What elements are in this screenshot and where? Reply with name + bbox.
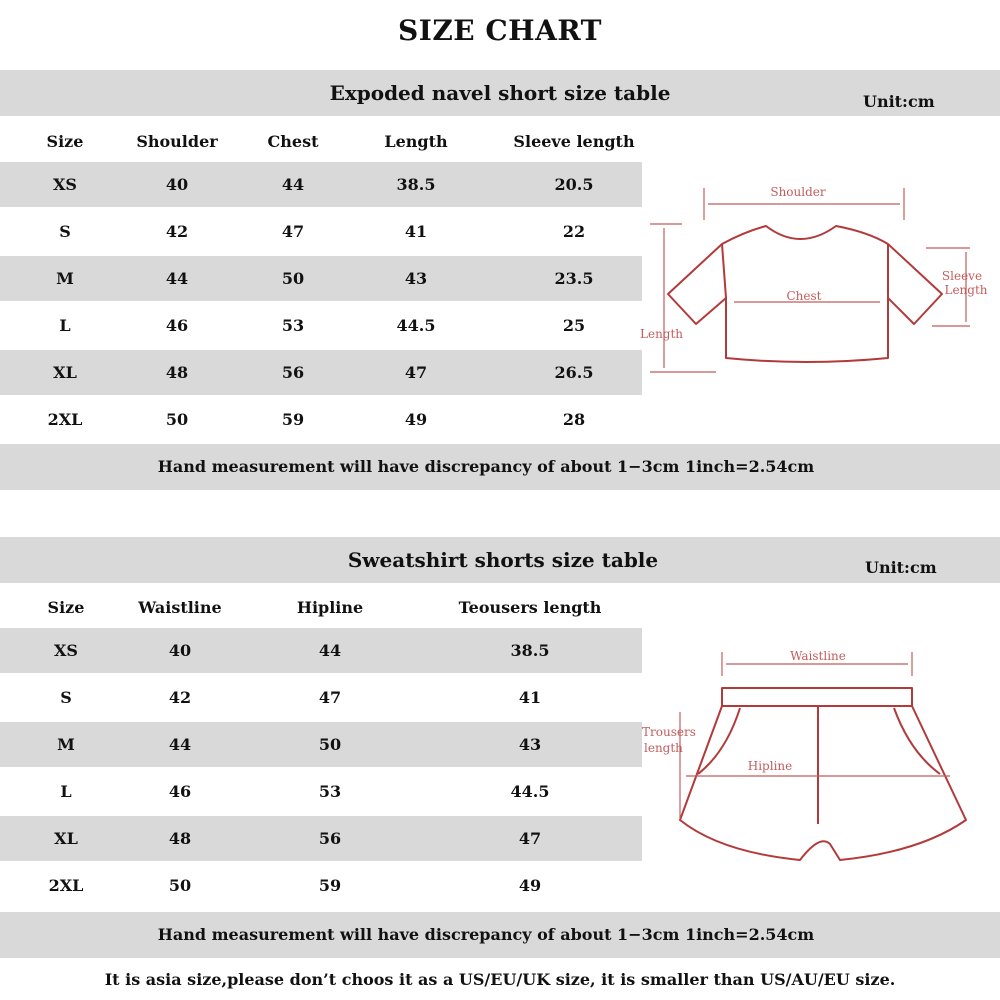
size-cell: XL	[54, 829, 78, 848]
table-cell: 44.5	[510, 782, 550, 801]
table-cell: 43	[404, 269, 428, 288]
table-cell: 49	[404, 410, 428, 429]
table-cell: 25	[562, 316, 586, 335]
left-armhole-line	[722, 244, 726, 298]
sleeve-label-line1: Sleeve	[941, 269, 983, 283]
size-cell: 2XL	[48, 876, 84, 895]
table-cell: 44	[318, 641, 342, 660]
table-cell: 40	[168, 641, 192, 660]
table-cell: 46	[165, 316, 189, 335]
sleeve-label-line2: Length	[944, 283, 988, 297]
bottom-table-column-header: Waistline	[138, 598, 222, 617]
top-table-heading: Expoded navel short size table	[329, 81, 671, 105]
shoulder-label: Shoulder	[770, 185, 826, 199]
table-cell: 23.5	[554, 269, 594, 288]
table-row-shade	[0, 350, 642, 395]
top-table-column-header: Shoulder	[136, 132, 218, 151]
shorts-outline	[680, 706, 966, 860]
waistline-label: Waistline	[790, 649, 846, 663]
size-disclaimer: It is asia size,please don’t choos it as a US/EU/UK size, it is smaller than US/AU/EU size.	[104, 970, 896, 989]
table-cell: 50	[165, 410, 189, 429]
table-cell: 38.5	[396, 175, 436, 194]
top-table-header-band	[0, 70, 1000, 116]
table-cell: 41	[404, 222, 428, 241]
size-cell: XL	[53, 363, 77, 382]
table-cell: 49	[518, 876, 542, 895]
trousers-label-line1: Trousers	[642, 725, 696, 739]
top-table-column-header: Chest	[267, 132, 319, 151]
hipline-label: Hipline	[747, 759, 793, 773]
table-cell: 22	[562, 222, 586, 241]
table-cell: 44	[281, 175, 305, 194]
top-table-note: Hand measurement will have discrepancy of about 1−3cm 1inch=2.54cm	[157, 457, 815, 476]
table-cell: 59	[281, 410, 305, 429]
bottom-table-column-header: Hipline	[296, 598, 364, 617]
table-cell: 41	[518, 688, 542, 707]
table-cell: 48	[165, 363, 189, 382]
table-cell: 50	[281, 269, 305, 288]
size-cell: XS	[53, 175, 77, 194]
size-cell: L	[59, 316, 71, 335]
top-table-note-band	[0, 444, 1000, 490]
top-table-unit: Unit:cm	[863, 92, 935, 111]
bottom-table-note-band	[0, 912, 1000, 958]
table-cell: 59	[318, 876, 342, 895]
page-title: SIZE CHART	[398, 14, 602, 47]
size-cell: 2XL	[47, 410, 83, 429]
table-cell: 26.5	[554, 363, 594, 382]
shorts-diagram	[640, 640, 990, 880]
table-cell: 50	[168, 876, 192, 895]
bottom-table-unit: Unit:cm	[865, 558, 937, 577]
table-cell: 46	[168, 782, 192, 801]
table-cell: 43	[518, 735, 542, 754]
table-cell: 44.5	[396, 316, 436, 335]
bottom-table-header-band	[0, 537, 1000, 583]
crop-top-diagram	[636, 180, 1000, 380]
table-cell: 42	[165, 222, 189, 241]
length-label: Length	[640, 327, 684, 341]
table-cell: 47	[281, 222, 305, 241]
table-cell: 40	[165, 175, 189, 194]
table-cell: 47	[518, 829, 542, 848]
size-cell: M	[56, 269, 74, 288]
size-cell: S	[59, 222, 71, 241]
table-cell: 44	[165, 269, 189, 288]
bottom-table-heading: Sweatshirt shorts size table	[347, 548, 659, 572]
table-cell: 53	[281, 316, 305, 335]
table-cell: 20.5	[554, 175, 594, 194]
trousers-label-line2: length	[644, 741, 683, 755]
table-cell: 56	[318, 829, 342, 848]
left-pocket	[698, 708, 740, 774]
top-table-column-header: Length	[384, 132, 448, 151]
bottom-table-note: Hand measurement will have discrepancy of about 1−3cm 1inch=2.54cm	[157, 925, 815, 944]
table-cell: 28	[562, 410, 586, 429]
table-cell: 48	[168, 829, 192, 848]
chest-label: Chest	[786, 289, 822, 303]
size-cell: L	[60, 782, 72, 801]
size-cell: XS	[54, 641, 78, 660]
table-cell: 47	[404, 363, 428, 382]
size-cell: M	[57, 735, 75, 754]
table-row-shade	[0, 256, 642, 301]
size-cell: S	[60, 688, 72, 707]
table-cell: 56	[281, 363, 305, 382]
shorts-waistband	[722, 688, 912, 706]
table-row-shade	[0, 162, 642, 207]
table-cell: 53	[318, 782, 342, 801]
table-cell: 42	[168, 688, 192, 707]
table-cell: 47	[318, 688, 342, 707]
bottom-table-column-header: Teousers length	[458, 598, 602, 617]
top-table-column-header: Size	[46, 132, 84, 151]
table-cell: 44	[168, 735, 192, 754]
bottom-table-column-header: Size	[47, 598, 85, 617]
table-cell: 50	[318, 735, 342, 754]
table-cell: 38.5	[510, 641, 550, 660]
top-table-column-header: Sleeve length	[513, 132, 635, 151]
